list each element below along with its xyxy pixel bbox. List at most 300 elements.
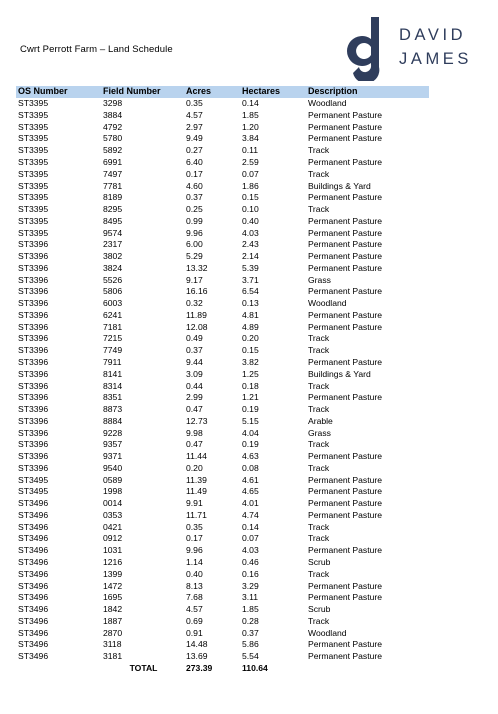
acres-cell: 9.17 (186, 274, 203, 285)
table-body (16, 98, 429, 663)
field-number-cell: 5780 (103, 133, 123, 144)
field-number-cell: 3884 (103, 109, 123, 120)
hectares-cell: 1.21 (242, 392, 259, 403)
os-number-cell: ST3396 (18, 368, 49, 379)
description-cell: Buildings & Yard (308, 180, 371, 191)
acres-cell: 7.68 (186, 592, 203, 603)
acres-cell: 11.44 (186, 451, 207, 462)
field-number-cell: 8141 (103, 368, 123, 379)
table-row (16, 380, 429, 392)
field-number-cell: 7181 (103, 321, 123, 332)
hectares-cell: 4.03 (242, 545, 259, 556)
hectares-cell: 4.61 (242, 474, 259, 485)
hectares-cell: 0.08 (242, 462, 259, 473)
hectares-cell: 0.20 (242, 333, 259, 344)
hectares-cell: 0.19 (242, 404, 259, 415)
hectares-cell: 0.18 (242, 380, 259, 391)
field-number-cell: 7781 (103, 180, 123, 191)
field-number-cell: 9371 (103, 451, 123, 462)
description-cell: Track (308, 533, 330, 544)
acres-cell: 1.14 (186, 557, 203, 567)
table-row (16, 439, 429, 451)
description-cell: Scrub (308, 604, 331, 615)
os-number-cell: ST3496 (18, 592, 49, 603)
table-row (16, 298, 429, 310)
acres-cell: 9.49 (186, 133, 203, 144)
table-row (16, 521, 429, 533)
table-row (16, 592, 429, 604)
table-row (16, 568, 429, 580)
hectares-cell: 0.07 (242, 168, 259, 179)
table-row (16, 404, 429, 416)
table-row (16, 368, 429, 380)
hectares-cell: 0.14 (242, 521, 259, 532)
column-header-acres: Acres (186, 86, 212, 97)
table-row (16, 168, 429, 180)
description-cell: Permanent Pasture (308, 545, 383, 556)
total-row (16, 663, 429, 675)
os-number-cell: ST3496 (18, 580, 49, 591)
field-number-cell: 3181 (103, 651, 123, 662)
acres-cell: 0.17 (186, 533, 203, 544)
description-cell: Track (308, 521, 330, 532)
os-number-cell: ST3396 (18, 439, 49, 450)
hectares-cell: 4.01 (242, 498, 259, 509)
os-number-cell: ST3496 (18, 627, 49, 638)
acres-cell: 0.32 (186, 298, 203, 309)
os-number-cell: ST3496 (18, 509, 49, 520)
hectares-cell: 0.40 (242, 215, 259, 226)
hectares-cell: 2.14 (242, 251, 259, 262)
os-number-cell: ST3496 (18, 615, 49, 626)
os-number-cell: ST3395 (18, 168, 49, 179)
description-cell: Arable (308, 415, 333, 426)
field-number-cell: 8351 (103, 392, 123, 403)
table-row (16, 639, 429, 651)
table-row (16, 415, 429, 427)
hectares-cell: 1.25 (242, 368, 259, 379)
field-number-cell: 9228 (103, 427, 123, 438)
table-row (16, 274, 429, 286)
hectares-cell: 2.59 (242, 156, 259, 167)
field-number-cell: 7911 (103, 356, 122, 367)
description-cell: Permanent Pasture (308, 639, 383, 650)
table-row (16, 98, 429, 110)
hectares-cell: 5.86 (242, 639, 259, 650)
field-number-cell: 7749 (103, 345, 123, 356)
acres-cell: 0.37 (186, 345, 203, 356)
acres-cell: 0.35 (186, 521, 203, 532)
description-cell: Permanent Pasture (308, 227, 383, 238)
hectares-cell: 0.10 (242, 204, 259, 215)
table-header-row (16, 86, 429, 98)
column-header-description: Description (308, 86, 358, 97)
os-number-cell: ST3396 (18, 321, 49, 332)
field-number-cell: 1887 (103, 615, 123, 626)
table-row (16, 427, 429, 439)
description-cell: Permanent Pasture (308, 474, 383, 485)
hectares-cell: 1.85 (242, 109, 259, 120)
description-cell: Permanent Pasture (308, 286, 383, 297)
hectares-cell: 2.43 (242, 239, 259, 250)
hectares-cell: 0.07 (242, 533, 259, 544)
field-number-cell: 3824 (103, 262, 123, 273)
description-cell: Permanent Pasture (308, 109, 383, 120)
field-number-cell: 2870 (103, 627, 123, 638)
field-number-cell: 9574 (103, 227, 123, 238)
hectares-cell: 4.89 (242, 321, 259, 332)
acres-cell: 0.40 (186, 568, 203, 579)
field-number-cell: 9357 (103, 439, 123, 450)
description-cell: Permanent Pasture (308, 392, 383, 403)
total-spacer (16, 663, 101, 675)
column-header-os-number: OS Number (18, 86, 68, 97)
field-number-cell: 1998 (103, 486, 123, 497)
description-cell: Permanent Pasture (308, 580, 383, 591)
description-cell: Permanent Pasture (308, 251, 383, 262)
table-row (16, 604, 429, 616)
os-number-cell: ST3396 (18, 415, 49, 426)
description-cell: Track (308, 168, 330, 179)
os-number-cell: ST3495 (18, 486, 49, 497)
os-number-cell: ST3396 (18, 380, 49, 391)
description-cell: Woodland (308, 627, 347, 638)
os-number-cell: ST3496 (18, 651, 49, 662)
field-number-cell: 3802 (103, 251, 123, 262)
acres-cell: 4.57 (186, 604, 203, 615)
os-number-cell: ST3496 (18, 498, 49, 509)
description-cell: Scrub (308, 557, 331, 567)
table-row (16, 357, 429, 369)
table-row (16, 580, 429, 592)
field-number-cell: 4792 (103, 121, 123, 132)
table-row (16, 463, 429, 475)
hectares-cell: 0.13 (242, 298, 259, 309)
acres-cell: 0.47 (186, 404, 203, 415)
description-cell: Permanent Pasture (308, 309, 383, 320)
acres-cell: 9.96 (186, 545, 203, 556)
field-number-cell: 3298 (103, 98, 123, 109)
os-number-cell: ST3396 (18, 251, 49, 262)
field-number-cell: 8873 (103, 404, 123, 415)
os-number-cell: ST3395 (18, 98, 49, 109)
logo-word-james: JAMES (399, 50, 473, 68)
description-cell: Permanent Pasture (308, 156, 383, 167)
acres-cell: 0.91 (186, 627, 203, 638)
acres-cell: 11.71 (186, 509, 207, 520)
os-number-cell: ST3396 (18, 345, 49, 356)
os-number-cell: ST3396 (18, 356, 49, 367)
acres-cell: 13.69 (186, 651, 208, 662)
acres-cell: 13.32 (186, 262, 208, 273)
os-number-cell: ST3495 (18, 474, 49, 485)
description-cell: Permanent Pasture (308, 451, 383, 462)
field-number-cell: 3118 (103, 639, 122, 650)
acres-cell: 9.91 (186, 498, 203, 509)
os-number-cell: ST3396 (18, 262, 49, 273)
description-cell: Track (308, 204, 330, 215)
total-description-spacer (306, 663, 429, 675)
table-row (16, 627, 429, 639)
field-number-cell: 0912 (103, 533, 123, 544)
field-number-cell: 8295 (103, 204, 123, 215)
description-cell: Track (308, 439, 330, 450)
os-number-cell: ST3496 (18, 521, 49, 532)
os-number-cell: ST3396 (18, 286, 49, 297)
acres-cell: 9.44 (186, 356, 203, 367)
table-row (16, 192, 429, 204)
description-cell: Permanent Pasture (308, 592, 383, 603)
acres-cell: 0.44 (186, 380, 203, 391)
acres-cell: 0.37 (186, 192, 203, 203)
description-cell: Track (308, 145, 330, 156)
hectares-cell: 0.46 (242, 557, 259, 567)
field-number-cell: 5892 (103, 145, 123, 156)
description-cell: Permanent Pasture (308, 498, 383, 509)
table-row (16, 486, 429, 498)
os-number-cell: ST3396 (18, 298, 49, 309)
description-cell: Permanent Pasture (308, 509, 383, 520)
field-number-cell: 7497 (103, 168, 123, 179)
hectares-cell: 5.39 (242, 262, 259, 273)
field-number-cell: 8314 (103, 380, 123, 391)
hectares-cell: 6.54 (242, 286, 259, 297)
acres-cell: 0.35 (186, 98, 203, 109)
acres-cell: 9.96 (186, 227, 203, 238)
acres-cell: 2.97 (186, 121, 203, 132)
field-number-cell: 0014 (103, 498, 123, 509)
field-number-cell: 5526 (103, 274, 123, 285)
acres-cell: 5.29 (186, 251, 203, 262)
hectares-cell: 4.04 (242, 427, 259, 438)
acres-cell: 0.25 (186, 204, 203, 215)
description-cell: Permanent Pasture (308, 239, 383, 250)
hectares-cell: 0.15 (242, 345, 259, 356)
field-number-cell: 8495 (103, 215, 123, 226)
field-number-cell: 5806 (103, 286, 123, 297)
os-number-cell: ST3395 (18, 227, 49, 238)
hectares-cell: 0.19 (242, 439, 259, 450)
description-cell: Track (308, 568, 330, 579)
acres-cell: 3.09 (186, 368, 203, 379)
hectares-cell: 3.11 (242, 592, 259, 603)
hectares-cell: 5.54 (242, 651, 259, 662)
description-cell: Grass (308, 427, 331, 438)
field-number-cell: 1399 (103, 568, 123, 579)
page-title: Cwrt Perrott Farm – Land Schedule (20, 44, 173, 55)
os-number-cell: ST3396 (18, 309, 49, 320)
acres-cell: 0.69 (186, 615, 203, 626)
david-james-logo (341, 17, 489, 81)
acres-cell: 0.27 (186, 145, 203, 156)
land-schedule-table (16, 86, 429, 674)
acres-cell: 6.40 (186, 156, 203, 167)
hectares-cell: 0.14 (242, 98, 259, 109)
total-hectares: 110.64 (242, 662, 268, 673)
acres-cell: 12.08 (186, 321, 208, 332)
acres-cell: 4.57 (186, 109, 203, 120)
os-number-cell: ST3395 (18, 204, 49, 215)
os-number-cell: ST3396 (18, 451, 49, 462)
acres-cell: 9.98 (186, 427, 203, 438)
table-row (16, 474, 429, 486)
table-row (16, 510, 429, 522)
table-row (16, 262, 429, 274)
description-cell: Buildings & Yard (308, 368, 371, 379)
table-row (16, 133, 429, 145)
hectares-cell: 3.84 (242, 133, 259, 144)
table-row (16, 651, 429, 663)
os-number-cell: ST3496 (18, 533, 49, 544)
acres-cell: 14.48 (186, 639, 208, 650)
table-row (16, 545, 429, 557)
column-header-hectares: Hectares (242, 86, 281, 97)
os-number-cell: ST3396 (18, 404, 49, 415)
table-row (16, 451, 429, 463)
field-number-cell: 1472 (103, 580, 123, 591)
table-row (16, 251, 429, 263)
logo-word-david: DAVID (399, 26, 467, 44)
hectares-cell: 5.15 (242, 415, 259, 426)
table-row (16, 204, 429, 216)
field-number-cell: 0353 (103, 509, 123, 520)
description-cell: Permanent Pasture (308, 121, 383, 132)
acres-cell: 11.39 (186, 474, 207, 485)
description-cell: Woodland (308, 98, 347, 109)
hectares-cell: 0.15 (242, 192, 259, 203)
os-number-cell: ST3396 (18, 274, 49, 285)
field-number-cell: 7215 (103, 333, 123, 344)
table-row (16, 180, 429, 192)
field-number-cell: 1031 (103, 545, 123, 556)
hectares-cell: 1.20 (242, 121, 259, 132)
description-cell: Track (308, 404, 330, 415)
os-number-cell: ST3496 (18, 639, 49, 650)
field-number-cell: 1216 (103, 557, 123, 567)
description-cell: Woodland (308, 298, 347, 309)
description-cell: Track (308, 615, 330, 626)
table-row (16, 121, 429, 133)
os-number-cell: ST3396 (18, 392, 49, 403)
total-label: TOTAL (129, 662, 158, 673)
os-number-cell: ST3395 (18, 121, 49, 132)
description-cell: Permanent Pasture (308, 651, 383, 662)
acres-cell: 6.00 (186, 239, 203, 250)
dj-monogram-icon (341, 17, 393, 81)
description-cell: Permanent Pasture (308, 486, 383, 497)
description-cell: Grass (308, 274, 331, 285)
field-number-cell: 6991 (103, 156, 123, 167)
acres-cell: 0.99 (186, 215, 203, 226)
os-number-cell: ST3496 (18, 568, 49, 579)
acres-cell: 8.13 (186, 580, 203, 591)
description-cell: Track (308, 462, 330, 473)
os-number-cell: ST3396 (18, 427, 49, 438)
os-number-cell: ST3496 (18, 604, 49, 615)
hectares-cell: 1.85 (242, 604, 259, 615)
table-row (16, 321, 429, 333)
os-number-cell: ST3396 (18, 239, 49, 250)
acres-cell: 4.60 (186, 180, 203, 191)
os-number-cell: ST3395 (18, 133, 49, 144)
os-number-cell: ST3396 (18, 333, 49, 344)
field-number-cell: 1695 (103, 592, 123, 603)
os-number-cell: ST3496 (18, 545, 49, 556)
table-row (16, 145, 429, 157)
field-number-cell: 0589 (103, 474, 123, 485)
hectares-cell: 0.16 (242, 568, 259, 579)
description-cell: Track (308, 333, 330, 344)
field-number-cell: 6241 (103, 309, 123, 320)
acres-cell: 12.73 (186, 415, 208, 426)
description-cell: Permanent Pasture (308, 133, 383, 144)
os-number-cell: ST3395 (18, 156, 49, 167)
table-row (16, 498, 429, 510)
field-number-cell: 8189 (103, 192, 123, 203)
hectares-cell: 4.81 (242, 309, 259, 320)
table-row (16, 310, 429, 322)
acres-cell: 11.49 (186, 486, 207, 497)
os-number-cell: ST3395 (18, 192, 49, 203)
hectares-cell: 4.63 (242, 451, 259, 462)
hectares-cell: 0.11 (242, 145, 259, 156)
os-number-cell: ST3395 (18, 109, 49, 120)
acres-cell: 0.20 (186, 462, 203, 473)
field-number-cell: 0421 (103, 521, 123, 532)
description-cell: Permanent Pasture (308, 215, 383, 226)
table-row (16, 345, 429, 357)
table-row (16, 215, 429, 227)
os-number-cell: ST3395 (18, 215, 49, 226)
description-cell: Permanent Pasture (308, 356, 383, 367)
table-row (16, 157, 429, 169)
acres-cell: 11.89 (186, 309, 207, 320)
table-row (16, 615, 429, 627)
table-row (16, 533, 429, 545)
table-row (16, 392, 429, 404)
hectares-cell: 1.86 (242, 180, 259, 191)
os-number-cell: ST3496 (18, 557, 49, 567)
table-row (16, 239, 429, 251)
table-row (16, 333, 429, 345)
field-number-cell: 6003 (103, 298, 123, 309)
hectares-cell: 4.03 (242, 227, 259, 238)
description-cell: Track (308, 380, 330, 391)
description-cell: Permanent Pasture (308, 262, 383, 273)
field-number-cell: 2317 (103, 239, 123, 250)
acres-cell: 0.49 (186, 333, 203, 344)
acres-cell: 2.99 (186, 392, 203, 403)
field-number-cell: 8884 (103, 415, 123, 426)
hectares-cell: 3.82 (242, 356, 259, 367)
hectares-cell: 3.71 (242, 274, 259, 285)
acres-cell: 0.17 (186, 168, 203, 179)
hectares-cell: 0.37 (242, 627, 259, 638)
total-acres: 273.39 (186, 662, 213, 673)
os-number-cell: ST3396 (18, 462, 49, 473)
hectares-cell: 3.29 (242, 580, 259, 591)
field-number-cell: 1842 (103, 604, 123, 615)
hectares-cell: 4.65 (242, 486, 259, 497)
hectares-cell: 0.28 (242, 615, 259, 626)
table-row (16, 557, 429, 569)
os-number-cell: ST3395 (18, 145, 49, 156)
acres-cell: 16.16 (186, 286, 208, 297)
table-row (16, 286, 429, 298)
acres-cell: 0.47 (186, 439, 203, 450)
description-cell: Track (308, 345, 330, 356)
description-cell: Permanent Pasture (308, 192, 383, 203)
